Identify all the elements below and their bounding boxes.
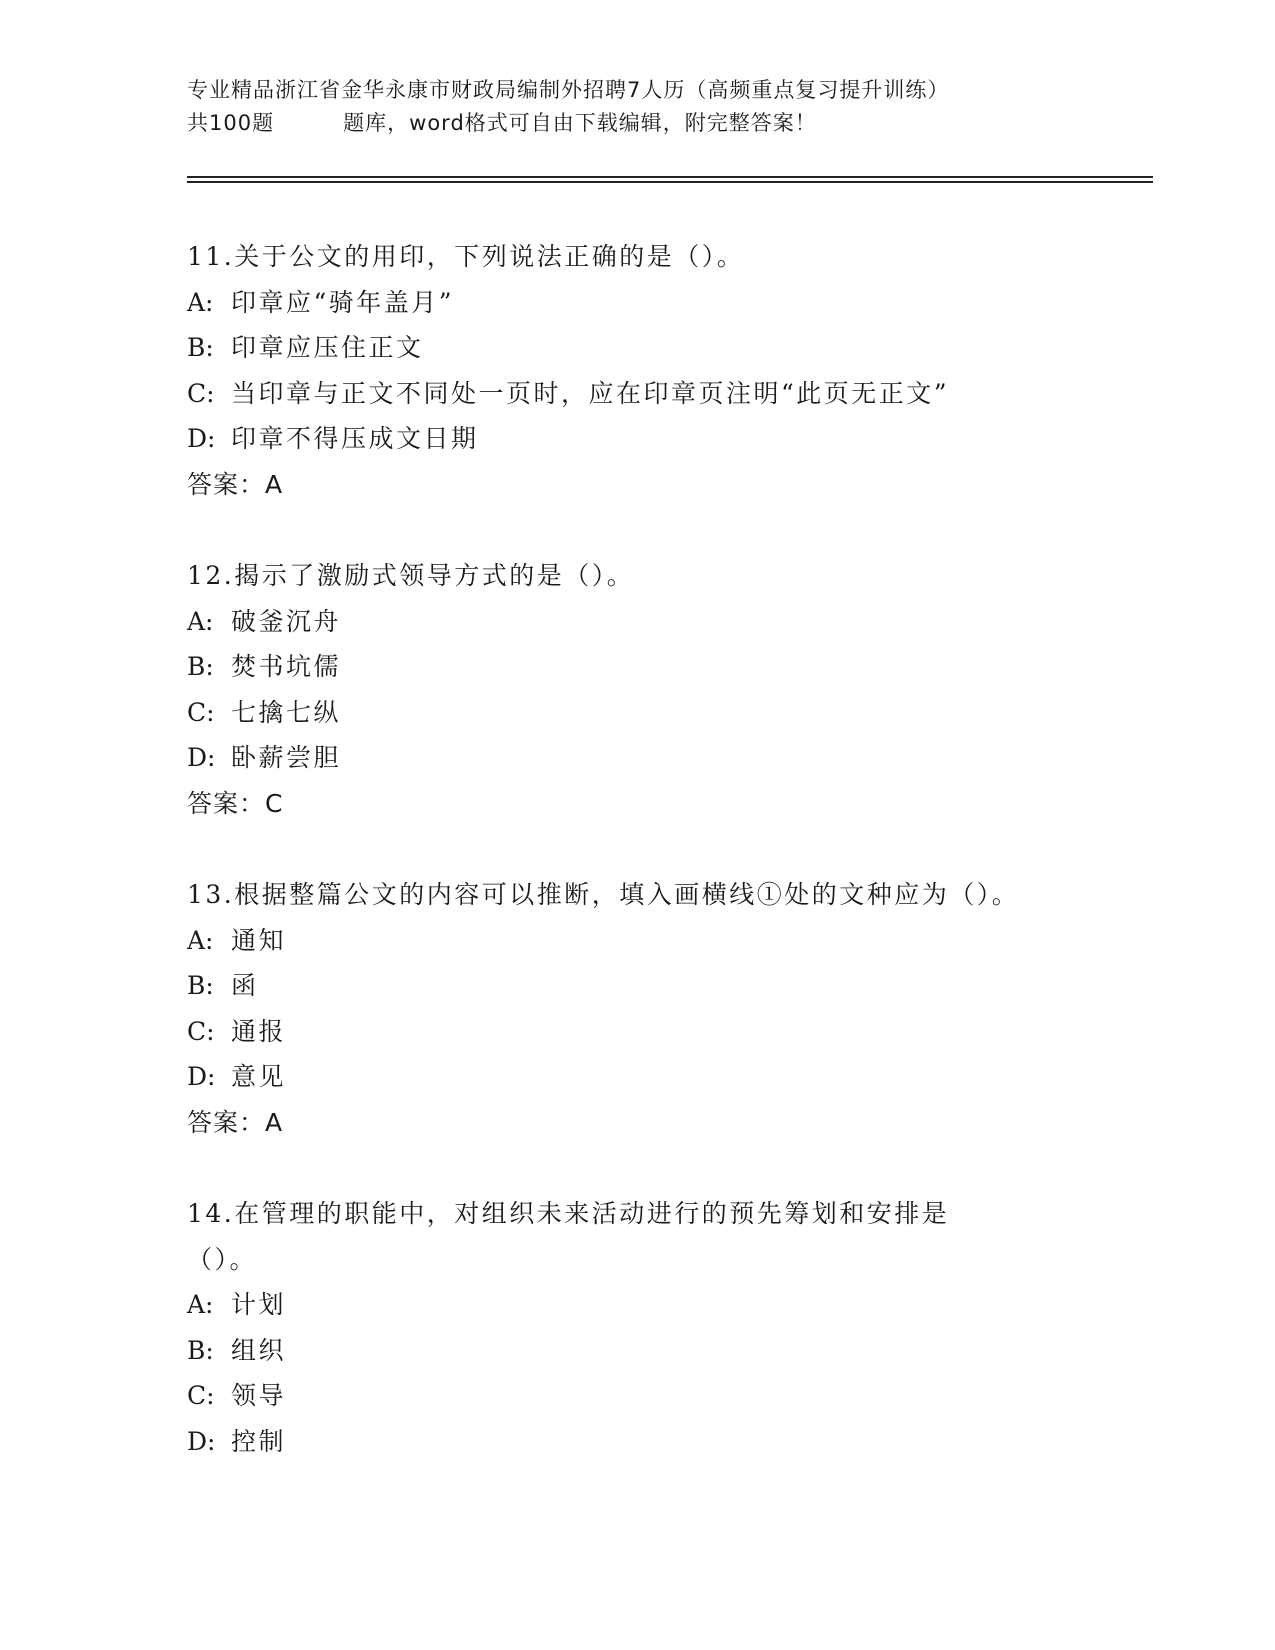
option-b <box>187 1328 1087 1374</box>
option-text: 印章应压住正文 <box>231 333 424 362</box>
option-text: 通报 <box>231 1016 287 1046</box>
option-text: 卧薪尝胆 <box>231 743 342 772</box>
option-a <box>187 918 1087 964</box>
header-title-line-2: 共100题 题库，word格式可自由下载编辑，附完整答案！ <box>187 111 817 135</box>
option-tag: D: <box>187 743 216 772</box>
option-text: 当印章与正文不同处一页时，应在印章页注明“此页无正文” <box>231 378 950 408</box>
document-header <box>187 74 1107 140</box>
option-tag: B: <box>187 652 214 681</box>
question-title: 12.揭示了激励式领导方式的是（）。 <box>187 561 635 590</box>
option-text: 组织 <box>231 1335 287 1365</box>
question-title: 14.在管理的职能中，对组织未来活动进行的预先筹划和安排是（）。 <box>187 1199 950 1274</box>
option-tag: A: <box>187 925 214 955</box>
option-tag: B: <box>187 333 214 362</box>
option-b <box>187 644 1087 690</box>
answer-label: 答案：C <box>187 788 284 818</box>
option-text: 破釜沉舟 <box>231 606 342 636</box>
option-text: 通知 <box>231 925 287 955</box>
header-divider-bottom <box>187 181 1153 183</box>
option-c <box>187 1009 1087 1055</box>
question-12 <box>187 553 1087 826</box>
option-text: 计划 <box>231 1290 287 1319</box>
option-b <box>187 325 1087 371</box>
option-tag: D: <box>187 1426 216 1456</box>
option-a <box>187 1282 1087 1328</box>
option-tag: A: <box>187 287 214 317</box>
option-b <box>187 963 1087 1009</box>
question-13 <box>187 872 1087 1145</box>
option-tag: A: <box>187 1290 214 1319</box>
option-c <box>187 1373 1087 1419</box>
option-c <box>187 690 1087 736</box>
option-tag: C: <box>187 1016 215 1046</box>
option-tag: C: <box>187 697 215 727</box>
answer-label: 答案：A <box>187 1107 284 1137</box>
option-tag: D: <box>187 424 216 453</box>
option-text: 领导 <box>231 1381 287 1410</box>
option-d <box>187 735 1087 781</box>
option-d <box>187 1054 1087 1100</box>
option-tag: A: <box>187 606 214 636</box>
option-text: 函 <box>231 971 259 1000</box>
option-d <box>187 1419 1087 1465</box>
option-text: 控制 <box>231 1426 287 1456</box>
question-14 <box>187 1191 1087 1464</box>
option-tag: B: <box>187 971 214 1000</box>
option-tag: C: <box>187 378 215 408</box>
option-a <box>187 599 1087 645</box>
option-d <box>187 416 1087 462</box>
option-tag: C: <box>187 1381 215 1410</box>
header-title-line-1: 专业精品浙江省金华永康市财政局编制外招聘7人历（高频重点复习提升训练） <box>187 78 950 102</box>
question-title: 11.关于公文的用印，下列说法正确的是（）。 <box>187 242 745 271</box>
option-text: 印章应“骑年盖月” <box>231 287 455 317</box>
option-text: 七擒七纵 <box>231 697 342 727</box>
question-title: 13.根据整篇公文的内容可以推断，填入画横线①处的文种应为（）。 <box>187 880 1020 909</box>
header-divider-top <box>187 176 1153 178</box>
option-c <box>187 371 1087 417</box>
option-text: 意见 <box>231 1062 287 1091</box>
question-11 <box>187 234 1087 507</box>
option-tag: B: <box>187 1335 214 1365</box>
option-text: 印章不得压成文日期 <box>231 424 479 453</box>
option-text: 焚书坑儒 <box>231 652 342 681</box>
answer-label: 答案：A <box>187 469 284 499</box>
option-tag: D: <box>187 1062 216 1091</box>
option-a <box>187 280 1087 326</box>
